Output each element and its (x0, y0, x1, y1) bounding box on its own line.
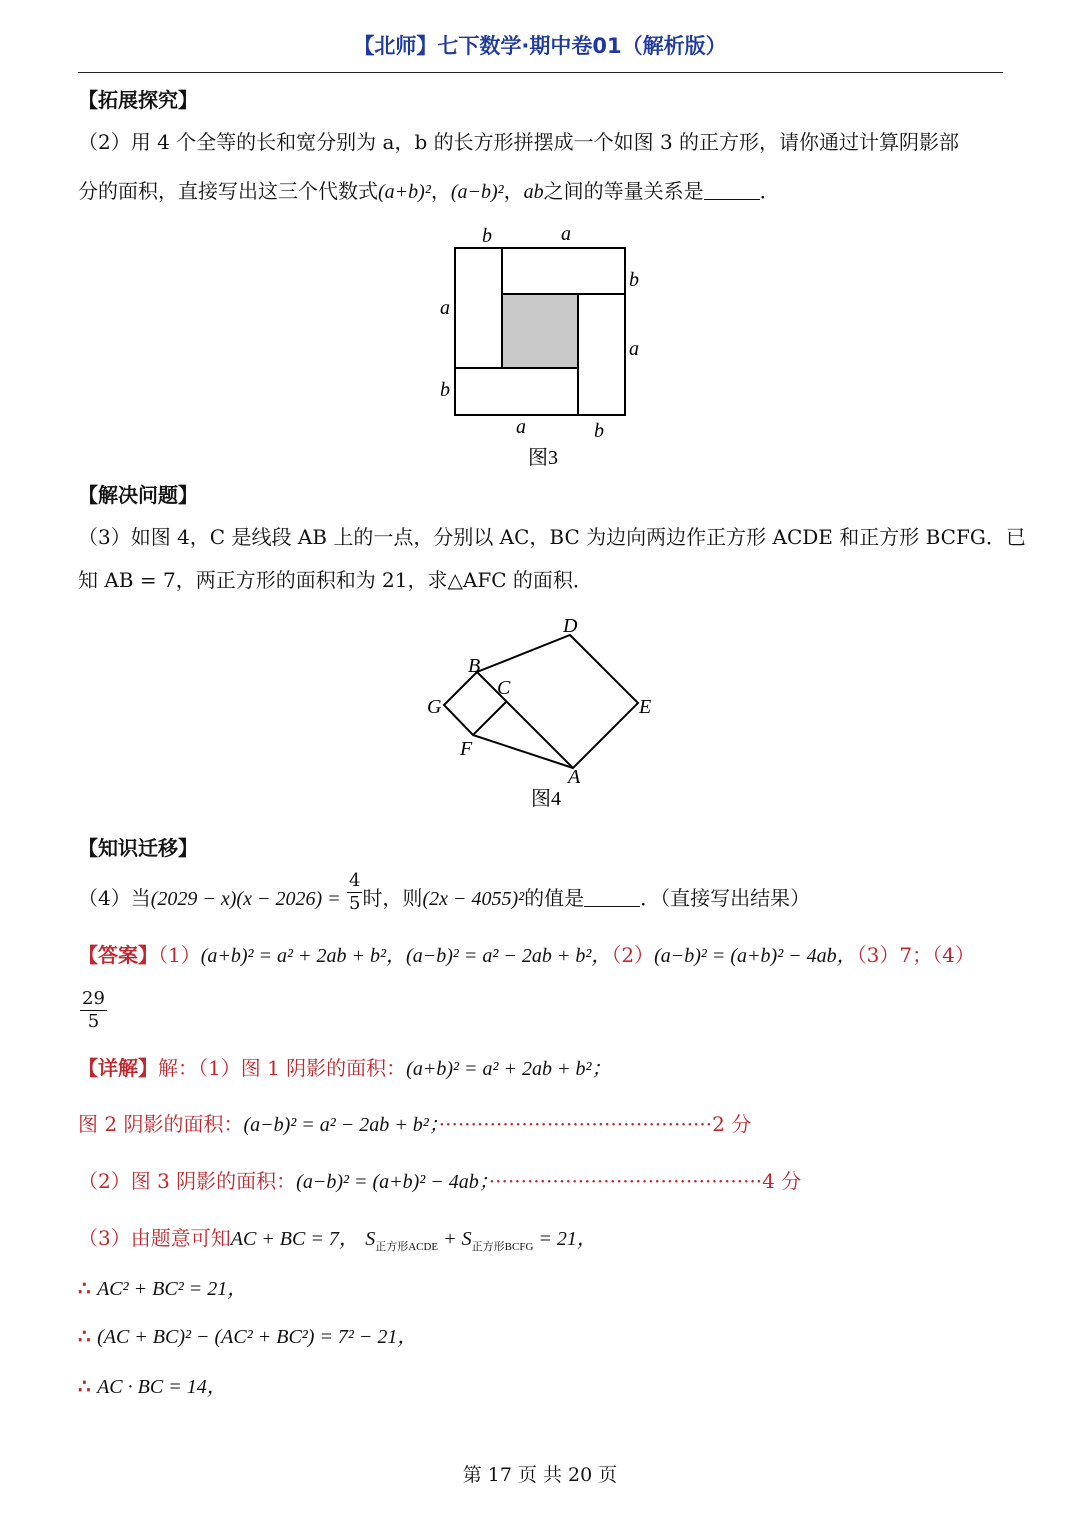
q2-line2: 分的面积，直接写出这三个代数式(a+b)²，(a−b)²，ab之间的等量关系是 ． (78, 179, 780, 203)
fig4-point-B: B (468, 655, 481, 677)
page-header: 【北师】七下数学·期中卷01（解析版） (353, 34, 727, 58)
q4-line (78, 870, 811, 915)
q3-line2: 知 AB = 7，两正方形的面积和为 21，求△AFC 的面积． (78, 568, 593, 592)
header-rule (78, 72, 1003, 73)
q2-line2-pre: 分的面积，直接写出这三个代数式 (78, 179, 378, 203)
detail-line4 (78, 1224, 597, 1261)
fig3-shaded-square (502, 294, 578, 368)
detail-l6-therefore: ∴ (78, 1324, 91, 1348)
detail-l2-dots: ··········································· (438, 1112, 713, 1136)
section-tag-transfer: 【知识迁移】 (78, 836, 198, 860)
fig3-label-a-left: a (440, 297, 450, 319)
detail-l2-pre: 图 2 阴影的面积： (78, 1112, 244, 1136)
detail-line7 (78, 1372, 227, 1401)
q4-expr: (2029 − x)(x − 2026) = (150, 888, 341, 910)
answer-p1: （1） (158, 943, 201, 967)
fig3-label-b-left: b (440, 379, 450, 401)
q4-post: 的值是 (524, 886, 585, 910)
detail-l2-expr: (a−b)² = a² − 2ab + b²； (243, 1114, 439, 1136)
fig3-label-a-bottom: a (516, 416, 526, 438)
answer-line (78, 941, 975, 970)
fig4-caption: 图4 (531, 788, 561, 810)
answer-e2: (a−b)² = a² − 2ab + b²， (406, 945, 612, 967)
q4-pre: （4）当 (78, 886, 151, 910)
detail-l3-pre: （2）图 3 阴影的面积： (78, 1169, 297, 1193)
fig3-label-b-top: b (482, 225, 492, 247)
fig4-point-G: G (427, 696, 442, 718)
fig3-label-b-bottom: b (594, 420, 604, 442)
answer-frac-num: 29 (82, 988, 105, 1009)
fig4-point-E: E (639, 696, 652, 718)
section-tag-solve: 【解决问题】 (78, 483, 198, 507)
q2-expr3: ab (523, 181, 544, 203)
q2-expr2: (a−b)² (450, 181, 504, 203)
detail-tag: 【详解】 (78, 1056, 158, 1080)
q2-expr1: (a+b)² (378, 181, 431, 203)
detail-l4-expr1: AC + BC = 7， (230, 1228, 359, 1250)
fig4-point-F: F (460, 738, 473, 760)
q2-line1: （2）用 4 个全等的长和宽分别为 a，b 的长方形拼摆成一个如图 3 的正方形，请你通过计算阴影部 (78, 130, 960, 154)
q4-fraction (347, 870, 362, 915)
answer-p3: （3）7；（4） (856, 943, 975, 967)
fig3-caption: 图3 (528, 447, 558, 469)
fig4-point-A: A (568, 766, 581, 788)
detail-l2-score: 2 分 (712, 1112, 752, 1136)
fig4-point-D: D (563, 615, 578, 637)
page-footer: 第 17 页 共 20 页 (462, 1464, 618, 1486)
fig4-point-C: C (497, 677, 511, 699)
section-tag-extend: 【拓展探究】 (78, 88, 198, 112)
detail-l7-expr: AC · BC = 14， (97, 1376, 227, 1398)
detail-line5 (78, 1274, 247, 1303)
detail-l7-therefore: ∴ (78, 1374, 91, 1398)
detail-l5-therefore: ∴ (78, 1276, 91, 1300)
q3-line1: （3）如图 4，C 是线段 AB 上的一点，分别以 AC，BC 为边向两边作正方形 ACDE 和正方形 BCFG．已 (78, 525, 1026, 549)
detail-line6 (78, 1322, 417, 1351)
fig3-label-a-top: a (561, 223, 571, 245)
q4-tail: ．（直接写出结果） (640, 886, 811, 910)
q4-answer-blank (584, 888, 640, 907)
detail-l4-s: $S_{正方形ACDE} + S_{正方形BCFG} = 21$， (365, 1228, 597, 1253)
answer-e1: (a+b)² = a² + 2ab + b²， (200, 945, 407, 967)
detail-l6-expr: (AC + BC)² − (AC² + BC²) = 7² − 21， (97, 1326, 418, 1348)
detail-l1-expr: (a+b)² = a² + 2ab + b²； (406, 1058, 612, 1080)
detail-l1-pre: 解：（1）图 1 阴影的面积： (158, 1056, 407, 1080)
answer-frac-den: 5 (87, 1011, 100, 1032)
detail-l3-dots: ··········································· (488, 1169, 763, 1193)
q4-mid: 时，则 (362, 886, 423, 910)
answer-fraction (80, 988, 107, 1033)
detail-line2 (78, 1110, 751, 1139)
fig3-label-a-right: a (629, 338, 639, 360)
answer-p2: （2） (611, 943, 655, 967)
figure-3 (420, 218, 660, 474)
q2-line2-post: 之间的等量关系是 (543, 179, 704, 203)
detail-line3 (78, 1167, 801, 1196)
detail-line1 (78, 1054, 611, 1083)
figure-4 (420, 612, 670, 812)
answer-tag: 【答案】 (78, 943, 158, 967)
q4-frac-den: 5 (348, 893, 361, 914)
q2-answer-blank (704, 181, 760, 200)
detail-l3-score: 4 分 (762, 1169, 802, 1193)
answer-e3: (a−b)² = (a+b)² − 4ab， (654, 945, 857, 967)
detail-l4-pre: （3）由题意可知 (78, 1226, 231, 1250)
q4-frac-num: 4 (348, 870, 361, 891)
detail-l5-expr: AC² + BC² = 21， (97, 1278, 248, 1300)
fig3-label-b-right: b (629, 269, 639, 291)
q4-expr2: (2x − 4055)² (422, 888, 525, 910)
detail-l3-expr: (a−b)² = (a+b)² − 4ab； (296, 1171, 489, 1193)
